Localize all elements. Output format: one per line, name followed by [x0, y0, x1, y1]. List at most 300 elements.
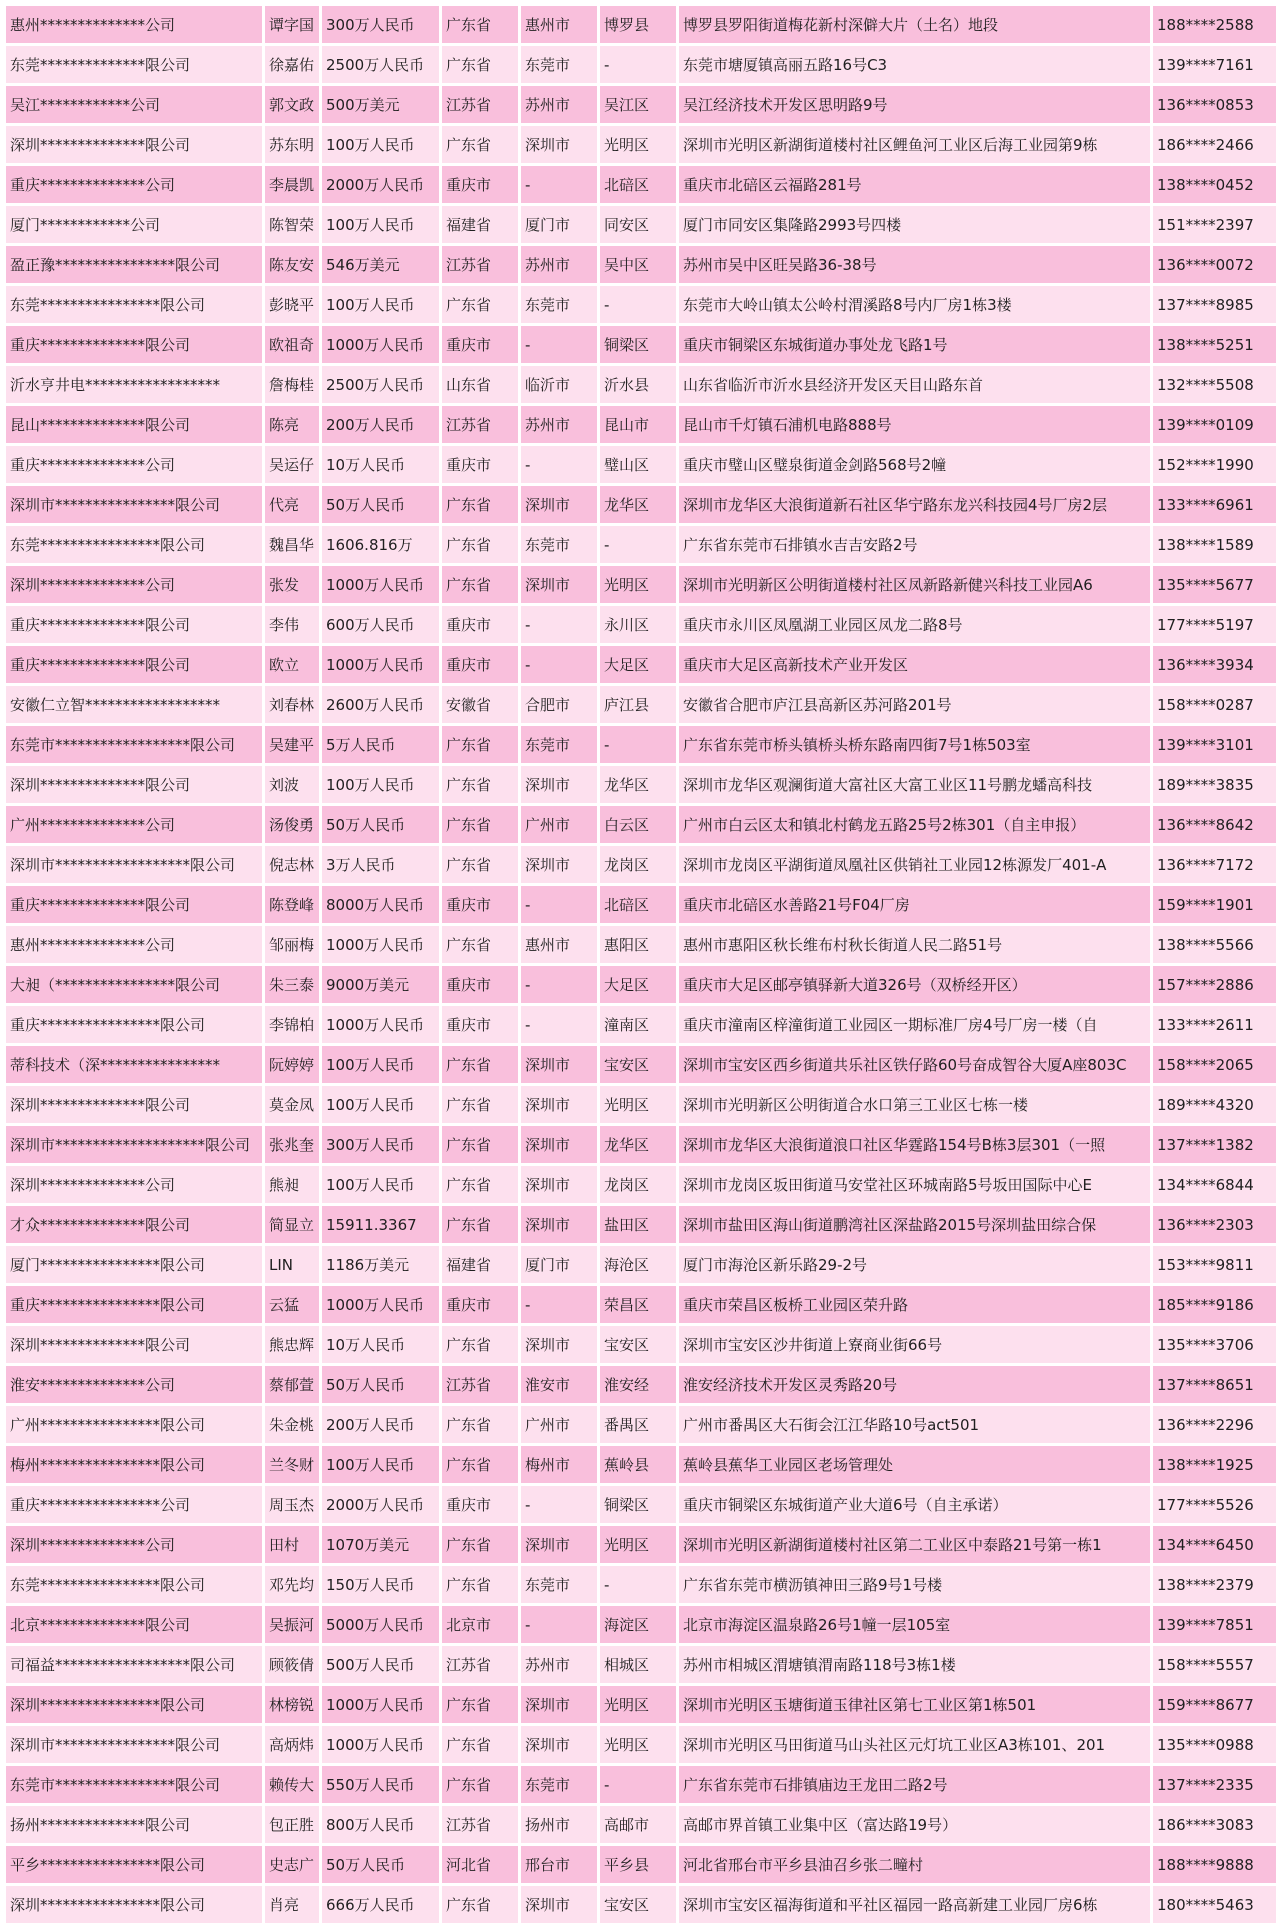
company-name-cell: 深圳**************限公司 [6, 1086, 265, 1123]
city-cell: 合肥市 [521, 686, 600, 723]
address-cell: 东莞市塘厦镇高丽五路16号C3 [679, 46, 1153, 83]
city-cell: - [521, 446, 600, 483]
city-cell: - [521, 1006, 600, 1043]
district-cell: - [600, 46, 679, 83]
capital-cell: 150万人民币 [322, 1566, 442, 1603]
city-cell: - [521, 646, 600, 683]
phone-cell: 136****2296 [1153, 1406, 1276, 1443]
table-row [6, 126, 1276, 163]
city-cell: 深圳市 [521, 126, 600, 163]
province-cell: 福建省 [442, 1246, 521, 1283]
province-cell: 广东省 [442, 526, 521, 563]
capital-cell: 1000万人民币 [322, 566, 442, 603]
province-cell: 江苏省 [442, 1806, 521, 1843]
legal-rep-cell: 吴振河 [265, 1606, 322, 1643]
company-name-cell: 厦门************公司 [6, 206, 265, 243]
district-cell: 高邮市 [600, 1806, 679, 1843]
district-cell: 吴中区 [600, 246, 679, 283]
province-cell: 安徽省 [442, 686, 521, 723]
province-cell: 广东省 [442, 1086, 521, 1123]
company-name-cell: 深圳**************公司 [6, 1166, 265, 1203]
capital-cell: 100万人民币 [322, 766, 442, 803]
address-cell: 深圳市光明区玉塘街道玉律社区第七工业区第1栋501 [679, 1686, 1153, 1723]
table-row [6, 1006, 1276, 1043]
district-cell: 光明区 [600, 1526, 679, 1563]
company-name-cell: 吴江************公司 [6, 86, 265, 123]
district-cell: 博罗县 [600, 6, 679, 43]
city-cell: - [521, 1606, 600, 1643]
phone-cell: 177****5197 [1153, 606, 1276, 643]
address-cell: 厦门市同安区集隆路2993号四楼 [679, 206, 1153, 243]
phone-cell: 136****3934 [1153, 646, 1276, 683]
district-cell: 光明区 [600, 566, 679, 603]
company-name-cell: 惠州**************公司 [6, 926, 265, 963]
province-cell: 广东省 [442, 46, 521, 83]
capital-cell: 200万人民币 [322, 1406, 442, 1443]
phone-cell: 136****7172 [1153, 846, 1276, 883]
city-cell: 深圳市 [521, 1326, 600, 1363]
table-row [6, 246, 1276, 283]
phone-cell: 157****2886 [1153, 966, 1276, 1003]
city-cell: 东莞市 [521, 526, 600, 563]
address-cell: 苏州市吴中区旺吴路36-38号 [679, 246, 1153, 283]
city-cell: 深圳市 [521, 1046, 600, 1083]
table-body [6, 6, 1276, 1923]
province-cell: 广东省 [442, 1326, 521, 1363]
legal-rep-cell: 刘春林 [265, 686, 322, 723]
province-cell: 广东省 [442, 1406, 521, 1443]
legal-rep-cell: 汤俊勇 [265, 806, 322, 843]
province-cell: 重庆市 [442, 326, 521, 363]
district-cell: 淮安经 [600, 1366, 679, 1403]
district-cell: 北碚区 [600, 886, 679, 923]
capital-cell: 1000万人民币 [322, 1726, 442, 1763]
company-name-cell: 司福益******************限公司 [6, 1646, 265, 1683]
phone-cell: 186****2466 [1153, 126, 1276, 163]
address-cell: 重庆市北碚区云福路281号 [679, 166, 1153, 203]
table-row [6, 6, 1276, 43]
phone-cell: 138****1925 [1153, 1446, 1276, 1483]
company-table [6, 3, 1276, 1926]
city-cell: 厦门市 [521, 206, 600, 243]
address-cell: 惠州市惠阳区秋长维布村秋长街道人民二路51号 [679, 926, 1153, 963]
city-cell: 东莞市 [521, 1566, 600, 1603]
address-cell: 昆山市千灯镇石浦机电路888号 [679, 406, 1153, 443]
district-cell: 惠阳区 [600, 926, 679, 963]
city-cell: 东莞市 [521, 286, 600, 323]
phone-cell: 132****5508 [1153, 366, 1276, 403]
phone-cell: 138****0452 [1153, 166, 1276, 203]
capital-cell: 100万人民币 [322, 1086, 442, 1123]
table-row [6, 366, 1276, 403]
company-name-cell: 惠州**************公司 [6, 6, 265, 43]
district-cell: 蕉岭县 [600, 1446, 679, 1483]
capital-cell: 100万人民币 [322, 206, 442, 243]
district-cell: 龙华区 [600, 486, 679, 523]
company-name-cell: 重庆****************限公司 [6, 1006, 265, 1043]
capital-cell: 500万美元 [322, 86, 442, 123]
district-cell: 盐田区 [600, 1206, 679, 1243]
province-cell: 广东省 [442, 1046, 521, 1083]
province-cell: 江苏省 [442, 246, 521, 283]
address-cell: 重庆市大足区高新技术产业开发区 [679, 646, 1153, 683]
legal-rep-cell: 云猛 [265, 1286, 322, 1323]
address-cell: 高邮市界首镇工业集中区（富达路19号） [679, 1806, 1153, 1843]
city-cell: 苏州市 [521, 1646, 600, 1683]
company-name-cell: 广州**************公司 [6, 806, 265, 843]
legal-rep-cell: 邓先均 [265, 1566, 322, 1603]
table-row [6, 1846, 1276, 1883]
address-cell: 广东省东莞市石排镇庙边王龙田二路2号 [679, 1766, 1153, 1803]
phone-cell: 136****8642 [1153, 806, 1276, 843]
district-cell: 宝安区 [600, 1326, 679, 1363]
capital-cell: 10万人民币 [322, 446, 442, 483]
legal-rep-cell: 李晨凯 [265, 166, 322, 203]
address-cell: 北京市海淀区温泉路26号1幢一层105室 [679, 1606, 1153, 1643]
phone-cell: 151****2397 [1153, 206, 1276, 243]
district-cell: 宝安区 [600, 1886, 679, 1923]
table-row [6, 1606, 1276, 1643]
table-row [6, 566, 1276, 603]
phone-cell: 133****6961 [1153, 486, 1276, 523]
capital-cell: 2000万人民币 [322, 1486, 442, 1523]
table-row [6, 1046, 1276, 1083]
company-name-cell: 淮安**************公司 [6, 1366, 265, 1403]
city-cell: - [521, 886, 600, 923]
province-cell: 广东省 [442, 1766, 521, 1803]
address-cell: 深圳市宝安区福海街道和平社区福园一路高新建工业园厂房6栋 [679, 1886, 1153, 1923]
phone-cell: 137****8651 [1153, 1366, 1276, 1403]
capital-cell: 5万人民币 [322, 726, 442, 763]
table-row [6, 286, 1276, 323]
city-cell: - [521, 1286, 600, 1323]
province-cell: 重庆市 [442, 1006, 521, 1043]
address-cell: 深圳市龙华区大浪街道浪口社区华霆路154号B栋3层301（一照 [679, 1126, 1153, 1163]
address-cell: 深圳市光明区马田街道马山头社区元灯坑工业区A3栋101、201 [679, 1726, 1153, 1763]
city-cell: 梅州市 [521, 1446, 600, 1483]
city-cell: 广州市 [521, 1406, 600, 1443]
table-row [6, 1646, 1276, 1683]
table-row [6, 726, 1276, 763]
table-row [6, 1286, 1276, 1323]
company-name-cell: 深圳市****************限公司 [6, 486, 265, 523]
company-name-cell: 深圳市******************限公司 [6, 846, 265, 883]
company-name-cell: 深圳**************公司 [6, 566, 265, 603]
province-cell: 重庆市 [442, 446, 521, 483]
province-cell: 广东省 [442, 486, 521, 523]
capital-cell: 300万人民币 [322, 6, 442, 43]
address-cell: 重庆市北碚区水善路21号F04厂房 [679, 886, 1153, 923]
city-cell: - [521, 606, 600, 643]
table-row [6, 1566, 1276, 1603]
address-cell: 吴江经济技术开发区思明路9号 [679, 86, 1153, 123]
city-cell: 深圳市 [521, 1086, 600, 1123]
table-row [6, 406, 1276, 443]
district-cell: 龙岗区 [600, 846, 679, 883]
province-cell: 广东省 [442, 766, 521, 803]
district-cell: 海淀区 [600, 1606, 679, 1643]
district-cell: 同安区 [600, 206, 679, 243]
province-cell: 重庆市 [442, 606, 521, 643]
city-cell: - [521, 326, 600, 363]
company-name-cell: 厦门****************限公司 [6, 1246, 265, 1283]
company-name-cell: 东莞****************限公司 [6, 286, 265, 323]
capital-cell: 1000万人民币 [322, 646, 442, 683]
table-row [6, 526, 1276, 563]
city-cell: 深圳市 [521, 766, 600, 803]
district-cell: 沂水县 [600, 366, 679, 403]
table-row [6, 1246, 1276, 1283]
legal-rep-cell: 欧祖奇 [265, 326, 322, 363]
legal-rep-cell: 陈亮 [265, 406, 322, 443]
phone-cell: 189****4320 [1153, 1086, 1276, 1123]
address-cell: 河北省邢台市平乡县油召乡张二疃村 [679, 1846, 1153, 1883]
address-cell: 重庆市大足区邮亭镇驿新大道326号（双桥经开区） [679, 966, 1153, 1003]
capital-cell: 600万人民币 [322, 606, 442, 643]
capital-cell: 2000万人民币 [322, 166, 442, 203]
phone-cell: 159****8677 [1153, 1686, 1276, 1723]
address-cell: 深圳市龙岗区平湖街道凤凰社区供销社工业园12栋源发厂401-A [679, 846, 1153, 883]
table-row [6, 206, 1276, 243]
city-cell: 深圳市 [521, 566, 600, 603]
phone-cell: 139****7851 [1153, 1606, 1276, 1643]
district-cell: 荣昌区 [600, 1286, 679, 1323]
phone-cell: 180****5463 [1153, 1886, 1276, 1923]
table-row [6, 1326, 1276, 1363]
table-row [6, 1446, 1276, 1483]
table-row [6, 1406, 1276, 1443]
legal-rep-cell: 张兆奎 [265, 1126, 322, 1163]
company-name-cell: 平乡****************限公司 [6, 1846, 265, 1883]
legal-rep-cell: 赖传大 [265, 1766, 322, 1803]
city-cell: 广州市 [521, 806, 600, 843]
company-name-cell: 重庆**************公司 [6, 166, 265, 203]
company-name-cell: 东莞****************限公司 [6, 526, 265, 563]
district-cell: 光明区 [600, 1086, 679, 1123]
district-cell: 大足区 [600, 646, 679, 683]
phone-cell: 186****3083 [1153, 1806, 1276, 1843]
company-name-cell: 重庆****************公司 [6, 1486, 265, 1523]
table-row [6, 806, 1276, 843]
address-cell: 广东省东莞市横沥镇神田三路9号1号楼 [679, 1566, 1153, 1603]
phone-cell: 189****3835 [1153, 766, 1276, 803]
legal-rep-cell: 郭文政 [265, 86, 322, 123]
capital-cell: 1186万美元 [322, 1246, 442, 1283]
address-cell: 深圳市光明新区公明街道楼村社区凤新路新健兴科技工业园A6 [679, 566, 1153, 603]
province-cell: 河北省 [442, 1846, 521, 1883]
capital-cell: 50万人民币 [322, 1366, 442, 1403]
capital-cell: 546万美元 [322, 246, 442, 283]
company-name-cell: 重庆**************限公司 [6, 886, 265, 923]
phone-cell: 158****0287 [1153, 686, 1276, 723]
district-cell: 龙华区 [600, 1126, 679, 1163]
legal-rep-cell: 吴运仔 [265, 446, 322, 483]
phone-cell: 153****9811 [1153, 1246, 1276, 1283]
company-name-cell: 深圳**************限公司 [6, 766, 265, 803]
company-name-cell: 扬州**************限公司 [6, 1806, 265, 1843]
phone-cell: 158****5557 [1153, 1646, 1276, 1683]
province-cell: 重庆市 [442, 166, 521, 203]
city-cell: 深圳市 [521, 486, 600, 523]
legal-rep-cell: 魏昌华 [265, 526, 322, 563]
district-cell: 平乡县 [600, 1846, 679, 1883]
district-cell: 璧山区 [600, 446, 679, 483]
company-name-cell: 蒂科技术（深**************** [6, 1046, 265, 1083]
city-cell: 惠州市 [521, 6, 600, 43]
city-cell: 扬州市 [521, 1806, 600, 1843]
city-cell: - [521, 966, 600, 1003]
legal-rep-cell: 李伟 [265, 606, 322, 643]
legal-rep-cell: 彭晓平 [265, 286, 322, 323]
address-cell: 重庆市永川区凤凰湖工业园区凤龙二路8号 [679, 606, 1153, 643]
company-name-cell: 重庆**************公司 [6, 446, 265, 483]
company-name-cell: 东莞****************限公司 [6, 1566, 265, 1603]
legal-rep-cell: 李锦柏 [265, 1006, 322, 1043]
district-cell: 光明区 [600, 126, 679, 163]
province-cell: 广东省 [442, 1526, 521, 1563]
phone-cell: 152****1990 [1153, 446, 1276, 483]
province-cell: 重庆市 [442, 1486, 521, 1523]
phone-cell: 139****0109 [1153, 406, 1276, 443]
capital-cell: 666万人民币 [322, 1886, 442, 1923]
company-name-cell: 安徽仁立智****************** [6, 686, 265, 723]
table-row [6, 1126, 1276, 1163]
legal-rep-cell: 田村 [265, 1526, 322, 1563]
capital-cell: 10万人民币 [322, 1326, 442, 1363]
company-name-cell: 昆山**************限公司 [6, 406, 265, 443]
capital-cell: 1000万人民币 [322, 1006, 442, 1043]
company-name-cell: 深圳市********************限公司 [6, 1126, 265, 1163]
city-cell: 苏州市 [521, 86, 600, 123]
legal-rep-cell: 陈友安 [265, 246, 322, 283]
district-cell: - [600, 1566, 679, 1603]
company-name-cell: 东莞**************限公司 [6, 46, 265, 83]
table-row [6, 166, 1276, 203]
district-cell: 光明区 [600, 1726, 679, 1763]
address-cell: 深圳市光明区新湖街道楼村社区第二工业区中泰路21号第一栋1 [679, 1526, 1153, 1563]
table-row [6, 886, 1276, 923]
province-cell: 重庆市 [442, 646, 521, 683]
table-row [6, 1686, 1276, 1723]
phone-cell: 134****6844 [1153, 1166, 1276, 1203]
province-cell: 江苏省 [442, 406, 521, 443]
table-row [6, 46, 1276, 83]
table-row [6, 606, 1276, 643]
district-cell: - [600, 286, 679, 323]
capital-cell: 2500万人民币 [322, 366, 442, 403]
province-cell: 重庆市 [442, 966, 521, 1003]
table-row [6, 1486, 1276, 1523]
province-cell: 重庆市 [442, 886, 521, 923]
address-cell: 广州市白云区太和镇北村鹤龙五路25号2栋301（自主申报） [679, 806, 1153, 843]
city-cell: - [521, 166, 600, 203]
capital-cell: 550万人民币 [322, 1766, 442, 1803]
phone-cell: 134****6450 [1153, 1526, 1276, 1563]
company-name-cell: 才众**************限公司 [6, 1206, 265, 1243]
phone-cell: 158****2065 [1153, 1046, 1276, 1083]
district-cell: 铜梁区 [600, 326, 679, 363]
legal-rep-cell: 张发 [265, 566, 322, 603]
address-cell: 安徽省合肥市庐江县高新区苏河路201号 [679, 686, 1153, 723]
province-cell: 广东省 [442, 6, 521, 43]
city-cell: 厦门市 [521, 1246, 600, 1283]
legal-rep-cell: 倪志林 [265, 846, 322, 883]
address-cell: 深圳市盐田区海山街道鹏湾社区深盐路2015号深圳盐田综合保 [679, 1206, 1153, 1243]
city-cell: 东莞市 [521, 1766, 600, 1803]
capital-cell: 2600万人民币 [322, 686, 442, 723]
address-cell: 重庆市荣昌区板桥工业园区荣升路 [679, 1286, 1153, 1323]
table-row [6, 486, 1276, 523]
city-cell: 深圳市 [521, 1526, 600, 1563]
city-cell: 淮安市 [521, 1366, 600, 1403]
city-cell: 深圳市 [521, 1206, 600, 1243]
legal-rep-cell: 朱三泰 [265, 966, 322, 1003]
address-cell: 苏州市相城区渭塘镇渭南路118号3栋1楼 [679, 1646, 1153, 1683]
table-row [6, 86, 1276, 123]
table-row [6, 1766, 1276, 1803]
legal-rep-cell: 陈登峰 [265, 886, 322, 923]
phone-cell: 188****2588 [1153, 6, 1276, 43]
address-cell: 博罗县罗阳街道梅花新村深僻大片（土名）地段 [679, 6, 1153, 43]
table-row [6, 1726, 1276, 1763]
province-cell: 广东省 [442, 126, 521, 163]
province-cell: 广东省 [442, 1686, 521, 1723]
address-cell: 淮安经济技术开发区灵秀路20号 [679, 1366, 1153, 1403]
table-row [6, 766, 1276, 803]
province-cell: 重庆市 [442, 1286, 521, 1323]
company-name-cell: 重庆**************限公司 [6, 606, 265, 643]
address-cell: 东莞市大岭山镇太公岭村渭溪路8号内厂房1栋3楼 [679, 286, 1153, 323]
address-cell: 深圳市龙岗区坂田街道马安堂社区环城南路5号坂田国际中心E [679, 1166, 1153, 1203]
table-row [6, 686, 1276, 723]
district-cell: 庐江县 [600, 686, 679, 723]
city-cell: 东莞市 [521, 46, 600, 83]
province-cell: 山东省 [442, 366, 521, 403]
phone-cell: 139****3101 [1153, 726, 1276, 763]
province-cell: 广东省 [442, 1206, 521, 1243]
city-cell: - [521, 1486, 600, 1523]
legal-rep-cell: 史志广 [265, 1846, 322, 1883]
legal-rep-cell: 顾筱倩 [265, 1646, 322, 1683]
capital-cell: 2500万人民币 [322, 46, 442, 83]
address-cell: 广州市番禺区大石街会江江华路10号act501 [679, 1406, 1153, 1443]
province-cell: 江苏省 [442, 1366, 521, 1403]
capital-cell: 50万人民币 [322, 806, 442, 843]
phone-cell: 135****5677 [1153, 566, 1276, 603]
address-cell: 厦门市海沧区新乐路29-2号 [679, 1246, 1153, 1283]
province-cell: 广东省 [442, 846, 521, 883]
legal-rep-cell: 欧立 [265, 646, 322, 683]
table-row [6, 326, 1276, 363]
district-cell: 铜梁区 [600, 1486, 679, 1523]
district-cell: 相城区 [600, 1646, 679, 1683]
capital-cell: 100万人民币 [322, 286, 442, 323]
phone-cell: 136****0853 [1153, 86, 1276, 123]
province-cell: 广东省 [442, 1446, 521, 1483]
district-cell: 龙华区 [600, 766, 679, 803]
legal-rep-cell: 莫金凤 [265, 1086, 322, 1123]
address-cell: 山东省临沂市沂水县经济开发区天目山路东首 [679, 366, 1153, 403]
company-name-cell: 沂水亨井电****************** [6, 366, 265, 403]
capital-cell: 5000万人民币 [322, 1606, 442, 1643]
district-cell: 吴江区 [600, 86, 679, 123]
table-row [6, 1166, 1276, 1203]
legal-rep-cell: 蔡郁萱 [265, 1366, 322, 1403]
province-cell: 北京市 [442, 1606, 521, 1643]
capital-cell: 200万人民币 [322, 406, 442, 443]
legal-rep-cell: 肖亮 [265, 1886, 322, 1923]
phone-cell: 133****2611 [1153, 1006, 1276, 1043]
